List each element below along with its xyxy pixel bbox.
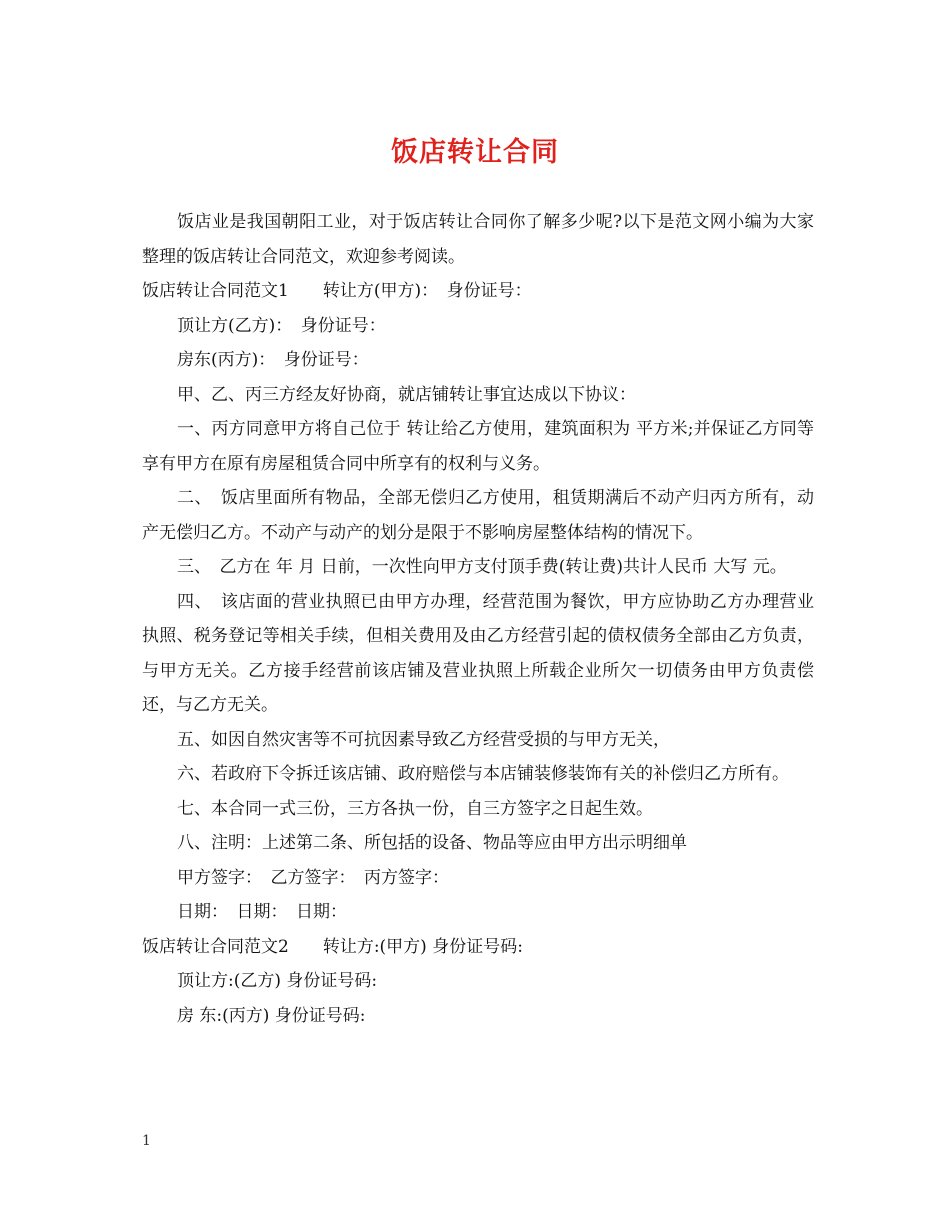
intro-paragraph: 饭店业是我国朝阳工业，对于饭店转让合同你了解多少呢?以下是范文网小编为大家整理的饭店转让合同范文，欢迎参考阅读。 bbox=[142, 212, 814, 267]
clause-4: 四、 该店面的营业执照已由甲方办理，经营范围为餐饮，甲方应协助乙方办理营业执照、税务登记等相关手续，但相关费用及由乙方经营引起的债权债务全部由乙方负责，与甲方无关。乙方接手经营前该店铺及营业执照上所载企业所欠一切债务由甲方负责偿还，与乙方无关。 bbox=[142, 591, 814, 715]
sample-2-party-b-line: 顶让方:(乙方) 身份证号码: bbox=[177, 971, 378, 991]
sample-2-landlord-line: 房 东:(丙方) 身份证号码: bbox=[177, 1005, 366, 1026]
agreement-preamble: 甲、乙、丙三方经友好协商，就店铺转让事宜达成以下协议： bbox=[177, 384, 636, 405]
page-number: 1 bbox=[142, 1133, 151, 1149]
clause-8: 八、注明：上述第二条、所包括的设备、物品等应由甲方出示明细单 bbox=[177, 833, 687, 853]
party-b-line: 顶让方(乙方)： 身份证号： bbox=[177, 315, 386, 336]
document-title: 饭店转让合同 bbox=[391, 137, 559, 168]
date-line: 日期： 日期： 日期： bbox=[177, 902, 347, 922]
clause-5: 五、如因自然灾害等不可抗因素导致乙方经营受损的与甲方无关， bbox=[177, 729, 670, 750]
clause-1: 一、丙方同意甲方将自己位于 转让给乙方使用，建筑面积为 平方米;并保证乙方同等享有甲方在原有房屋租赁合同中所享有的权利与义务。 bbox=[142, 419, 814, 474]
clause-3: 三、 乙方在 年 月 日前，一次性向甲方支付顶手费(转让费)共计人民币 大写 元。 bbox=[177, 557, 787, 577]
clause-7: 七、本合同一式三份，三方各执一份，自三方签字之日起生效。 bbox=[177, 798, 653, 819]
clause-6: 六、若政府下令拆迁该店铺、政府赔偿与本店铺装修装饰有关的补偿归乙方所有。 bbox=[177, 764, 789, 784]
signature-line: 甲方签字： 乙方签字： 丙方签字： bbox=[177, 867, 449, 888]
clause-2: 二、 饭店里面所有物品，全部无偿归乙方使用，租赁期满后不动产归丙方所有，动产无偿归乙方。不动产与动产的划分是限于不影响房屋整体结构的情况下。 bbox=[142, 488, 814, 543]
party-c-line: 房东(丙方)： 身份证号： bbox=[177, 350, 369, 370]
sample-1-heading: 饭店转让合同范文1 转让方(甲方)： 身份证号： bbox=[142, 281, 532, 301]
sample-2-heading: 饭店转让合同范文2 转让方:(甲方) 身份证号码: bbox=[142, 936, 523, 957]
document-body bbox=[142, 205, 814, 1033]
